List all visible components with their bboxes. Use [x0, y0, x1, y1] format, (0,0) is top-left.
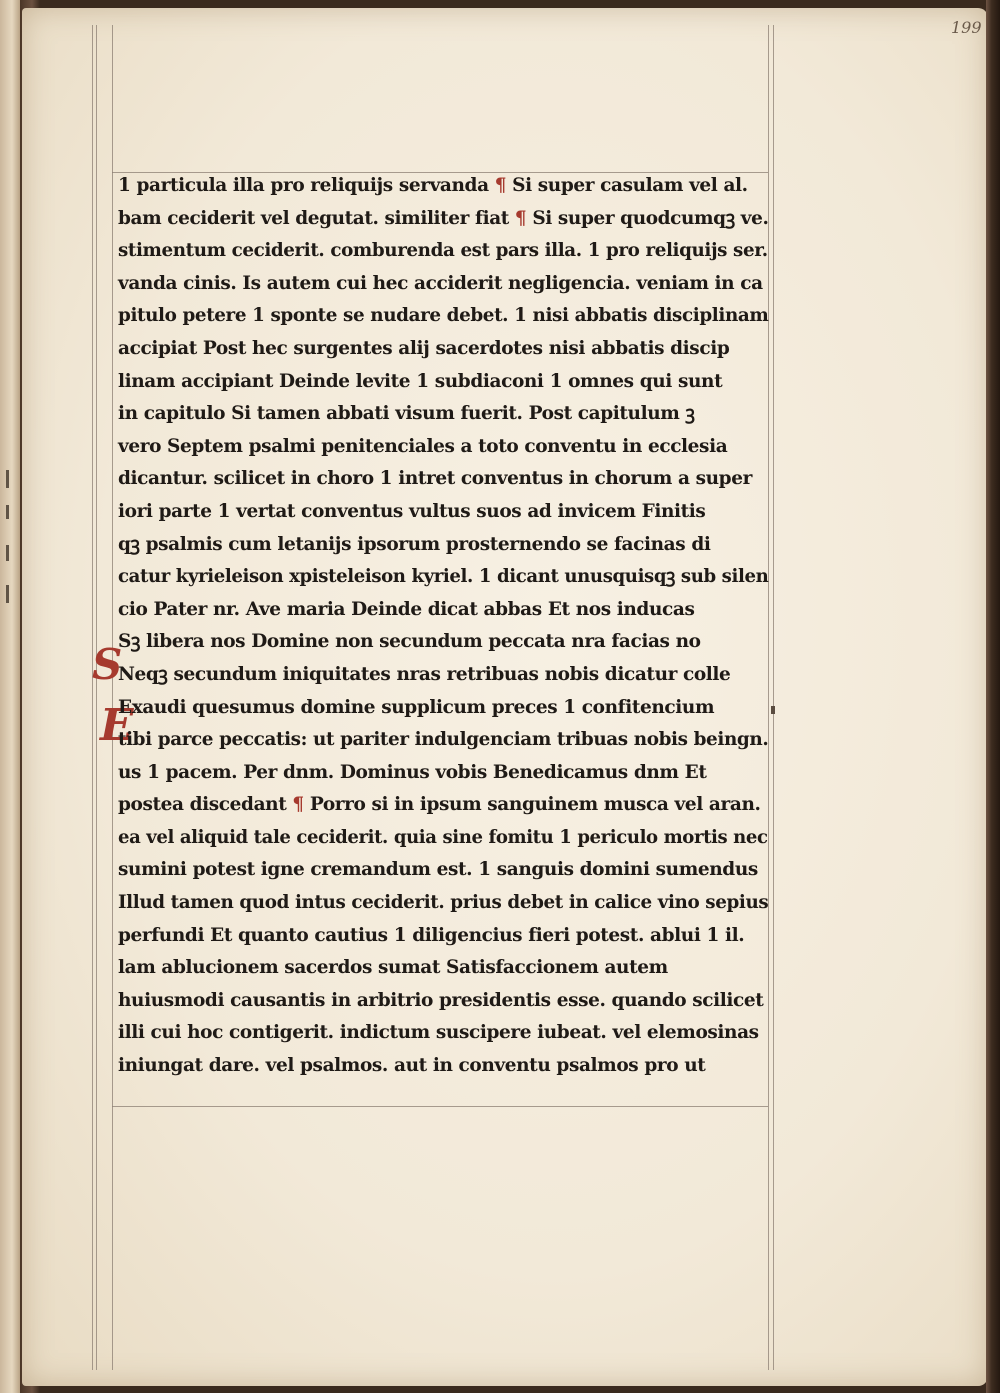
text-line: iniungat dare. vel psalmos. aut in conventu psalmos pro ut	[118, 1055, 706, 1077]
text-line: ea vel aliquid tale ceciderit. quia sine fomitu 1 periculo mortis nec	[118, 826, 768, 848]
text-line: stimentum ceciderit. comburenda est pars illa. 1 pro reliquijs ser.	[118, 240, 768, 262]
previous-page-edge	[0, 0, 20, 1393]
text-line: Sꝫ libera nos Domine non secundum peccata nra facias no	[118, 631, 701, 653]
text-line: Neqꝫ secundum iniquitates nras retribuas nobis dicatur colle	[118, 663, 731, 685]
previous-page-ink-mark	[6, 470, 9, 488]
previous-page-ink-mark	[6, 545, 9, 561]
text-line: linam accipiant Deinde levite 1 subdiaconi 1 omnes qui sunt	[118, 370, 723, 392]
text-line: lam ablucionem sacerdos sumat Satisfaccionem autem	[118, 957, 668, 979]
paragraph-mark-icon: ¶	[494, 175, 507, 196]
text-line: Exaudi quesumus domine supplicum preces 1 confitencium	[118, 696, 715, 718]
text-line: perfundi Et quanto cautius 1 diligencius fieri potest. ablui 1 il.	[118, 924, 745, 946]
text-line: tibi parce peccatis: ut pariter indulgenciam tribuas nobis beingn.	[118, 729, 769, 751]
text-line: in capitulo Si tamen abbati visum fuerit. Post capitulum ꝫ	[118, 403, 695, 425]
text-line: Illud tamen quod intus ceciderit. prius debet in calice vino sepius	[118, 892, 769, 914]
previous-page-ink-mark	[6, 505, 9, 519]
folio-number: 199	[951, 18, 982, 37]
text-line: iori parte 1 vertat conventus vultus suos ad invicem Finitis	[118, 500, 706, 522]
text-line: vero Septem psalmi penitenciales a toto conventu in ecclesia	[118, 435, 728, 457]
ruling-line-left-outer	[92, 25, 93, 1370]
text-line: bam ceciderit vel degutat. similiter fiat ¶ Si super quodcumqꝫ ve.	[118, 207, 769, 229]
text-line: accipiat Post hec surgentes alij sacerdotes nisi abbatis discip	[118, 337, 730, 359]
text-line: qꝫ psalmis cum letanijs ipsorum prosternendo se facinas di	[118, 533, 711, 555]
text-line: 1 particula illa pro reliquijs servanda ¶ Si super casulam vel al.	[118, 175, 748, 196]
text-line: sumini potest igne cremandum est. 1 sanguis domini sumendus	[118, 859, 758, 881]
text-line: us 1 pacem. Per dnm. Dominus vobis Benedicamus dnm Et	[118, 761, 707, 783]
rubric-initial-s: S	[92, 640, 123, 689]
main-text-column	[118, 170, 768, 1083]
margin-mark	[771, 706, 775, 714]
text-line: postea discedant ¶ Porro si in ipsum sanguinem musca vel aran.	[118, 794, 761, 816]
ruling-line-left-outer	[96, 25, 97, 1370]
text-line: dicantur. scilicet in choro 1 intret conventus in chorum a super	[118, 468, 752, 490]
text-line: vanda cinis. Is autem cui hec acciderit negligencia. veniam in ca	[118, 272, 763, 294]
paragraph-mark-icon: ¶	[514, 207, 527, 229]
previous-page-ink-mark	[6, 585, 9, 603]
text-line: catur kyrieleison xpisteleison kyriel. 1 dicant unusquisqꝫ sub silen	[118, 566, 769, 588]
rubric-initial-e: E	[100, 700, 134, 751]
ruling-line-right-outer	[773, 25, 774, 1370]
binding-edge	[986, 0, 1000, 1393]
text-line: pitulo petere 1 sponte se nudare debet. 1 nisi abbatis disciplinam	[118, 305, 769, 327]
text-line: cio Pater nr. Ave maria Deinde dicat abbas Et nos inducas	[118, 598, 695, 620]
ruling-line-left-inner	[112, 25, 113, 1370]
ruling-line-bottom	[112, 1106, 768, 1107]
text-line: illi cui hoc contigerit. indictum suscipere iubeat. vel elemosinas	[118, 1022, 759, 1044]
paragraph-mark-icon: ¶	[292, 794, 304, 816]
text-line: huiusmodi causantis in arbitrio presidentis esse. quando scilicet	[118, 989, 764, 1011]
